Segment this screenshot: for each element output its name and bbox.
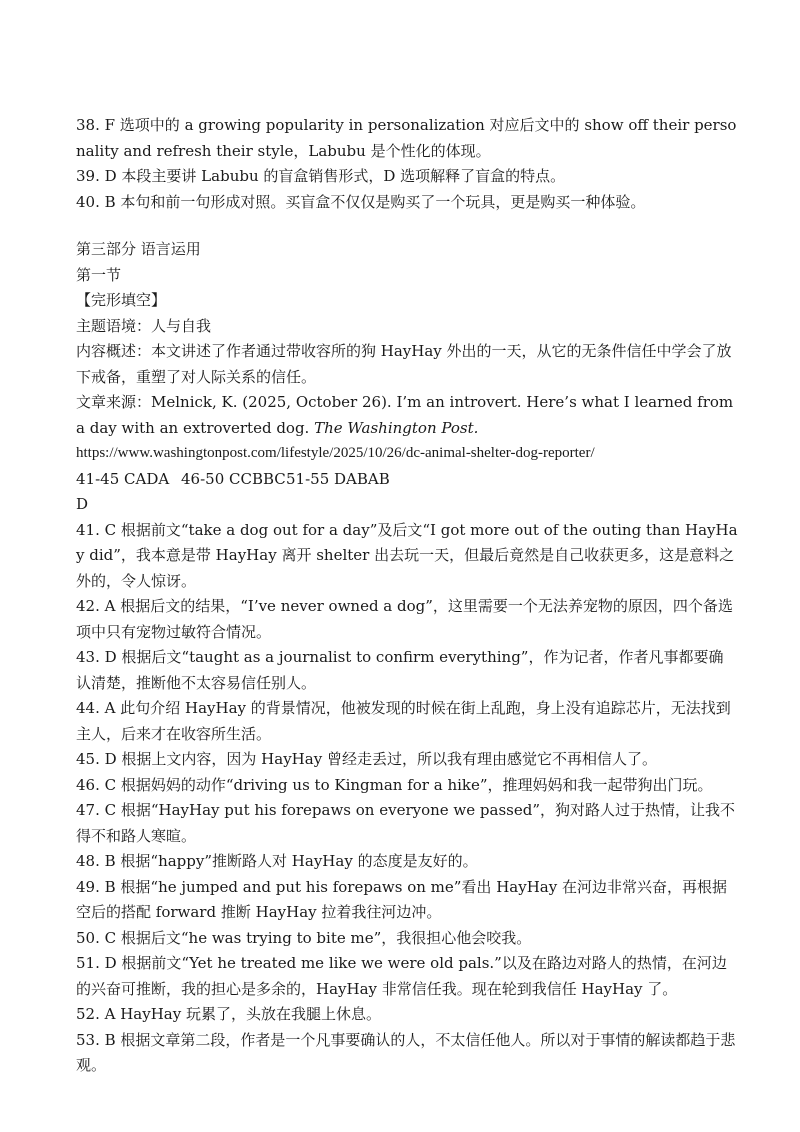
answer-key-41-45: 41-45 CADAD [76, 469, 170, 513]
answer-keys [76, 467, 738, 518]
content-summary: 内容概述：本文讲述了作者通过带收容所的狗 HayHay 外出的一天，从它的无条件信任中学会了放下戒备，重塑了对人际关系的信任。 [76, 342, 732, 386]
explanation-45: 45. D 根据上文内容，因为 HayHay 曾经走丢过，所以我有理由感觉它不再相信人了。 [76, 750, 657, 768]
explanation-41: 41. C 根据前文“take a dog out for a day”及后文“I got more out of the outing than HayHay did”，我本意是带 HayHay 离开 shelter 出去玩一天，但最后竟然是自己收获更多，这是意料之外的，令人惊讶。 [76, 520, 738, 590]
answer-explanation-content [76, 113, 738, 1079]
explanation-44: 44. A 此句介绍 HayHay 的背景情况，他被发现的时候在街上乱跑，身上没有追踪芯片，无法找到主人，后来才在收容所生活。 [76, 699, 731, 743]
explanation-48: 48. B 根据“happy”推断路人对 HayHay 的态度是友好的。 [76, 852, 478, 870]
question-type: 【完形填空】 [76, 291, 167, 309]
source-url: https://www.washingtonpost.com/lifestyle/2025/10/26/dc-animal-shelter-dog-reporter/ [76, 445, 595, 461]
explanation-52: 52. A HayHay 玩累了，头放在我腿上休息。 [76, 1005, 381, 1023]
section-part-title: 第三部分 语言运用 [76, 240, 201, 258]
source-citation: 文章来源：Melnick, K. (2025, October 26). I’m an introvert. Here’s what I learned from a day with an extroverted dog. [76, 393, 734, 437]
explanation-49: 49. B 根据“he jumped and put his forepaws on me”看出 HayHay 在河边非常兴奋，再根据空后的搭配 forward 推断 HayHay 拉着我往河边冲。 [76, 877, 727, 921]
spacer [76, 215, 738, 237]
explanation-46: 46. C 根据妈妈的动作“driving us to Kingman for a hike”，推理妈妈和我一起带狗出门玩。 [76, 775, 713, 794]
answer-key-46-50: 46-50 CCBBC [181, 469, 286, 488]
explanation-39: 39. D 本段主要讲 Labubu 的盲盒销售形式，D 选项解释了盲盒的特点。 [76, 167, 566, 185]
explanation-53: 53. B 根据文章第二段，作者是一个凡事要确认的人，不太信任他人。所以对于事情的解读都趋于悲观。 [76, 1030, 736, 1074]
explanation-38: 38. F 选项中的 a growing popularity in personalization 对应后文中的 show off their personality and refresh their style，Labubu 是个性化的体现。 [76, 116, 737, 160]
article-source [76, 390, 738, 441]
explanation-51: 51. D 根据前文“Yet he treated me like we were old pals.”以及在路边对路人的热情，在河边的兴奋可推断，我的担心是多余的，HayHay 非常信任我。现在轮到我信任 HayHay 了。 [76, 954, 727, 998]
explanation-50: 50. C 根据后文“he was trying to bite me”，我很担心他会咬我。 [76, 928, 532, 947]
answer-key-51-55: 51-55 DABAB [286, 469, 390, 488]
explanation-47: 47. C 根据“HayHay put his forepaws on everyone we passed”，狗对路人过于热情，让我不得不和路人寒暄。 [76, 801, 736, 845]
explanation-40: 40. B 本句和前一句形成对照。买盲盒不仅仅是购买了一个玩具，更是购买一种体验。 [76, 192, 646, 211]
subsection-title: 第一节 [76, 265, 122, 284]
theme-context: 主题语境：人与自我 [76, 316, 212, 335]
source-journal: The Washington Post. [314, 418, 479, 437]
explanation-43: 43. D 根据后文“taught as a journalist to confirm everything”，作为记者，作者凡事都要确认清楚，推断他不太容易信任别人。 [76, 648, 724, 692]
explanation-42: 42. A 根据后文的结果，“I’ve never owned a dog”，这里需要一个无法养宠物的原因，四个备选项中只有宠物过敏符合情况。 [76, 597, 733, 641]
